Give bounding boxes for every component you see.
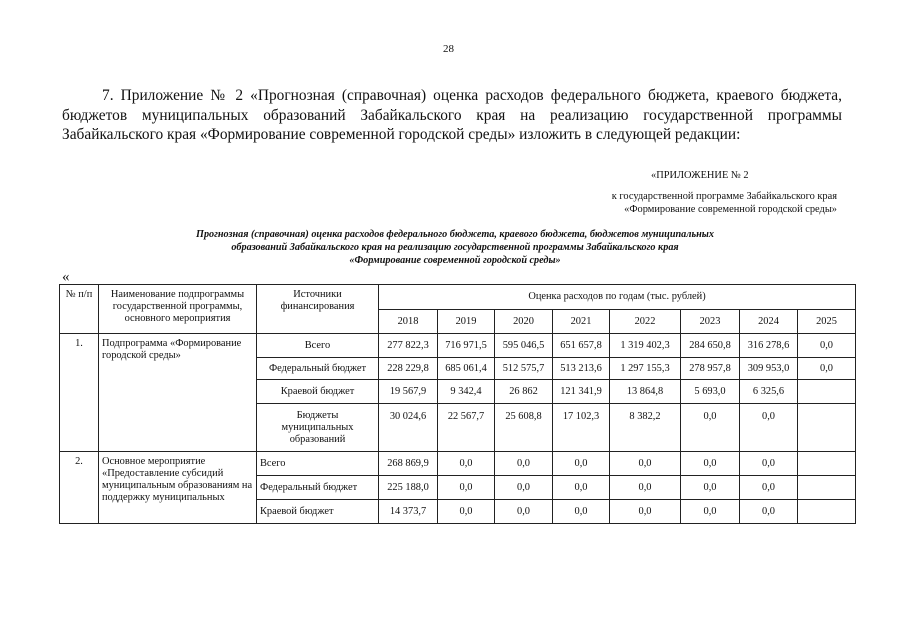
table-heading <box>120 228 790 267</box>
header-year: 2023 <box>681 310 740 334</box>
year-value: 595 046,5 <box>495 334 553 358</box>
header-row-1 <box>60 285 856 310</box>
year-value: 1 297 155,3 <box>610 358 681 380</box>
year-value <box>798 476 856 500</box>
year-value: 0,0 <box>553 452 610 476</box>
year-value: 0,0 <box>438 452 495 476</box>
header-year: 2025 <box>798 310 856 334</box>
year-value: 512 575,7 <box>495 358 553 380</box>
year-value: 0,0 <box>495 476 553 500</box>
year-value: 0,0 <box>681 476 740 500</box>
header-year: 2022 <box>610 310 681 334</box>
year-value: 0,0 <box>610 500 681 524</box>
year-value: 13 864,8 <box>610 380 681 404</box>
year-value: 0,0 <box>681 452 740 476</box>
table-heading-line-1: Прогнозная (справочная) оценка расходов федерального бюджета, краевого бюджета, бюджетов муниципальных <box>196 229 714 240</box>
year-value: 513 213,6 <box>553 358 610 380</box>
year-value: 316 278,6 <box>740 334 798 358</box>
opening-quote: « <box>62 269 70 285</box>
budget-table <box>59 284 856 524</box>
header-year: 2020 <box>495 310 553 334</box>
header-estimate: Оценка расходов по годам (тыс. рублей) <box>379 285 856 310</box>
header-source: Источники финансирования <box>257 285 379 334</box>
year-value: 6 325,6 <box>740 380 798 404</box>
year-value: 0,0 <box>740 500 798 524</box>
funding-source: Федеральный бюджет <box>257 476 379 500</box>
year-value: 284 650,8 <box>681 334 740 358</box>
year-value <box>798 380 856 404</box>
year-value: 19 567,9 <box>379 380 438 404</box>
appendix-title: «ПРИЛОЖЕНИЕ № 2 <box>651 170 749 181</box>
table-heading-line-2: образований Забайкальского края на реализацию государственной программы Забайкальского края <box>231 242 679 253</box>
year-value: 278 957,8 <box>681 358 740 380</box>
funding-source: Краевой бюджет <box>257 380 379 404</box>
year-value: 0,0 <box>740 452 798 476</box>
year-value: 121 341,9 <box>553 380 610 404</box>
table-row <box>60 452 856 476</box>
appendix-ref-line-1: к государственной программе Забайкальского края <box>611 191 837 202</box>
funding-source: Всего <box>257 334 379 358</box>
year-value: 9 342,4 <box>438 380 495 404</box>
header-year: 2019 <box>438 310 495 334</box>
header-year: 2018 <box>379 310 438 334</box>
year-value: 26 862 <box>495 380 553 404</box>
row-number: 2. <box>60 452 99 524</box>
year-value: 0,0 <box>438 500 495 524</box>
year-value: 716 971,5 <box>438 334 495 358</box>
year-value: 225 188,0 <box>379 476 438 500</box>
year-value: 309 953,0 <box>740 358 798 380</box>
header-name: Наименование подпрограммы государственной программы, основного мероприятия <box>99 285 257 334</box>
year-value: 0,0 <box>495 452 553 476</box>
intro-paragraph: 7. Приложение № 2 «Прогнозная (справочная) оценка расходов федерального бюджета, краевого бюджета, бюджетов муниципальных образований Забайкальского края на реализацию государственной программы Забайкальского края «Формирование современной городской среды» изложить в следующей редакции: <box>62 87 842 143</box>
year-value: 268 869,9 <box>379 452 438 476</box>
year-value: 5 693,0 <box>681 380 740 404</box>
header-year: 2021 <box>553 310 610 334</box>
year-value <box>798 452 856 476</box>
table-heading-line-3: «Формирование современной городской среды» <box>349 255 561 266</box>
year-value: 0,0 <box>553 500 610 524</box>
year-value: 0,0 <box>495 500 553 524</box>
year-value: 22 567,7 <box>438 404 495 452</box>
year-value: 0,0 <box>740 404 798 452</box>
appendix-reference <box>540 190 837 216</box>
funding-source: Краевой бюджет <box>257 500 379 524</box>
year-value: 30 024,6 <box>379 404 438 452</box>
year-value: 0,0 <box>798 334 856 358</box>
year-value <box>798 500 856 524</box>
year-value: 0,0 <box>740 476 798 500</box>
funding-source: Бюджеты муниципальных образований <box>257 404 379 452</box>
year-value: 1 319 402,3 <box>610 334 681 358</box>
program-name: Подпрограмма «Формирование городской среды» <box>99 334 257 452</box>
page-number: 28 <box>443 43 454 55</box>
year-value: 14 373,7 <box>379 500 438 524</box>
year-value: 17 102,3 <box>553 404 610 452</box>
funding-source: Федеральный бюджет <box>257 358 379 380</box>
header-year: 2024 <box>740 310 798 334</box>
year-value: 0,0 <box>438 476 495 500</box>
budget-table-body <box>60 285 856 524</box>
year-value: 0,0 <box>553 476 610 500</box>
row-number: 1. <box>60 334 99 452</box>
year-value <box>798 404 856 452</box>
year-value: 25 608,8 <box>495 404 553 452</box>
year-value: 8 382,2 <box>610 404 681 452</box>
year-value: 685 061,4 <box>438 358 495 380</box>
funding-source: Всего <box>257 452 379 476</box>
year-value: 0,0 <box>681 500 740 524</box>
year-value: 651 657,8 <box>553 334 610 358</box>
table-row <box>60 334 856 358</box>
year-value: 0,0 <box>798 358 856 380</box>
year-value: 0,0 <box>681 404 740 452</box>
program-name: Основное мероприятие «Предоставление субсидий муниципальным образованиям на поддержку муниципальных <box>99 452 257 524</box>
year-value: 0,0 <box>610 476 681 500</box>
year-value: 277 822,3 <box>379 334 438 358</box>
year-value: 0,0 <box>610 452 681 476</box>
appendix-ref-line-2: «Формирование современной городской среды» <box>624 204 837 215</box>
year-value: 228 229,8 <box>379 358 438 380</box>
header-num: № п/п <box>60 285 99 334</box>
